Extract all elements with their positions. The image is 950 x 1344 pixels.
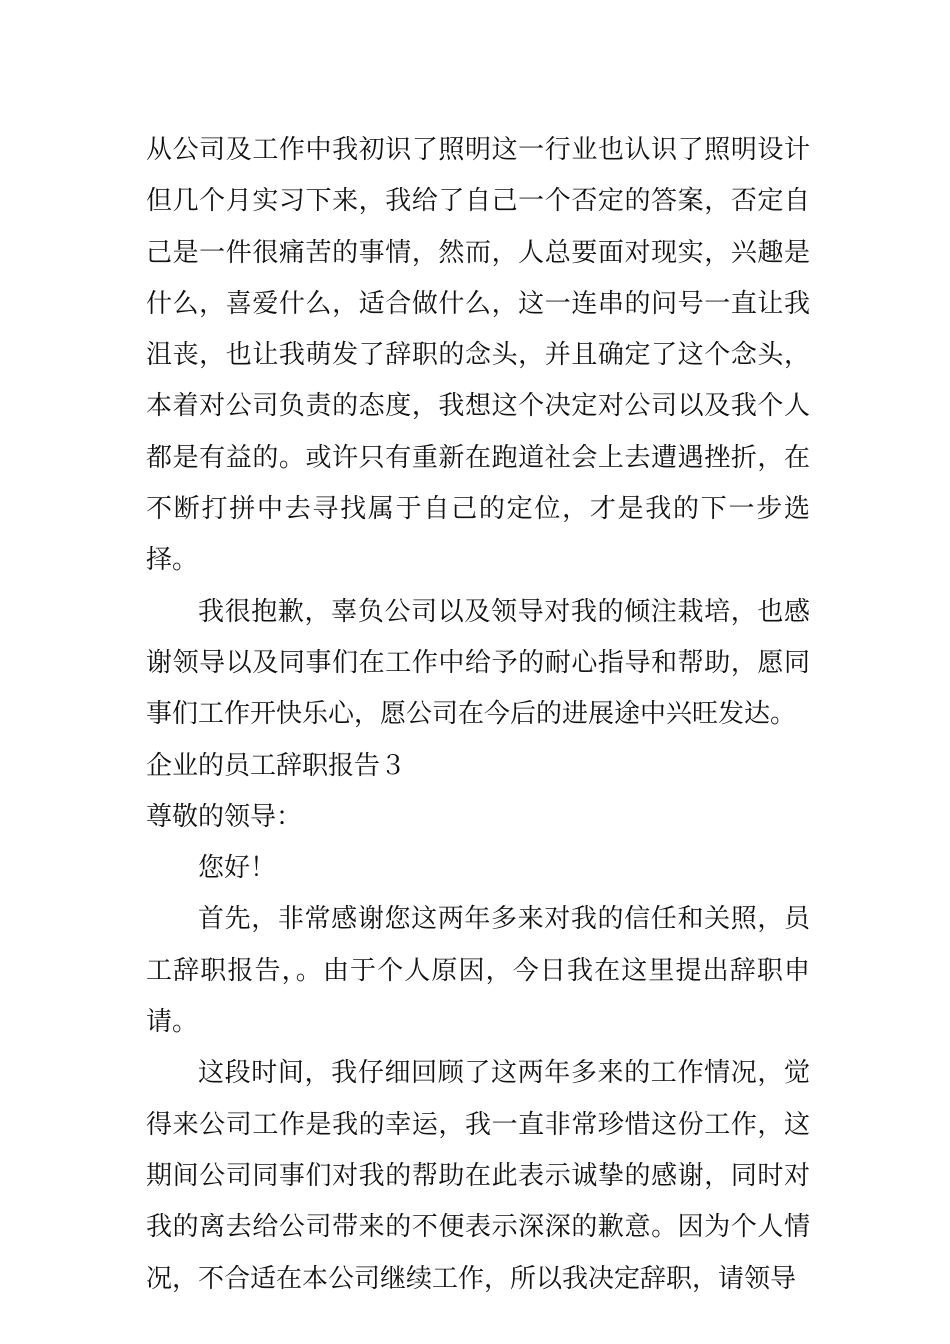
section-heading: 企业的员工辞职报告３ [146,750,407,781]
document-body [146,125,810,1305]
salutation: 尊敬的领导： [146,801,303,832]
paragraph-thanks: 首先，非常感谢您这两年多来对我的信任和关照，员工辞职报告，。由于个人原因，今日我在这里提出辞职申请。 [146,904,810,1038]
greeting: 您好！ [198,853,277,884]
paragraph-reflection: 这段时间，我仔细回顾了这两年多来的工作情况，觉得来公司工作是我的幸运，我一直非常珍惜这份工作，这期间公司同事们对我的帮助在此表示诚挚的感谢，同时对我的离去给公司带来的不便表示深深的歉意。因为个人情况，不合适在本公司继续工作，所以我决定辞职，请领导 [146,1058,810,1294]
paragraph-continuation: 从公司及工作中我初识了照明这一行业也认识了照明设计但几个月实习下来，我给了自己一个否定的答案，否定自己是一件很痛苦的事情，然而，人总要面对现实，兴趣是什么，喜爱什么，适合做什么，这一连串的问号一直让我沮丧，也让我萌发了辞职的念头，并且确定了这个念头，本着对公司负责的态度，我想这个决定对公司以及我个人都是有益的。或许只有重新在跑道社会上去遭遇挫折，在不断打拼中去寻找属于自己的定位，才是我的下一步选择。 [146,135,810,576]
paragraph-apology: 我很抱歉，辜负公司以及领导对我的倾注栽培，也感谢领导以及同事们在工作中给予的耐心指导和帮助，愿同事们工作开快乐心，愿公司在今后的进展途中兴旺发达。 [146,596,810,730]
